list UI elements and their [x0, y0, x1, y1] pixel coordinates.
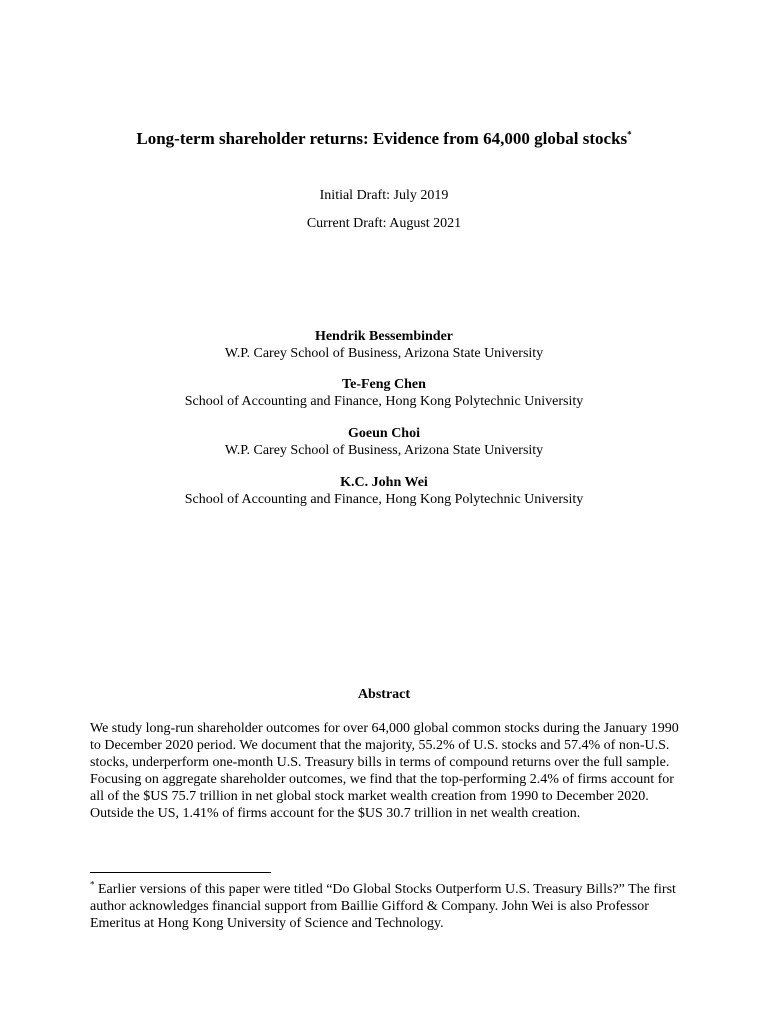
footnote-divider — [90, 872, 271, 873]
author-block — [0, 425, 768, 459]
paper-title-text: Long-term shareholder returns: Evidence from 64,000 global stocks — [136, 129, 628, 148]
author-affiliation: School of Accounting and Finance, Hong Kong Polytechnic University — [184, 492, 584, 507]
paper-title — [0, 128, 768, 150]
abstract-heading: Abstract — [357, 687, 411, 702]
initial-draft-date: Initial Draft: July 2019 — [319, 188, 449, 203]
author-affiliation: W.P. Carey School of Business, Arizona State University — [224, 443, 544, 458]
abstract-body: We study long-run shareholder outcomes for over 64,000 global common stocks during the January 1990 to December 2020 period. We document that the majority, 55.2% of U.S. stocks and 57.4% of non-U.S. stocks, underperform one-month U.S. Treasury bills in terms of compound returns over the full sample. Focusing on aggregate shareholder outcomes, we find that the top-performing 2.4% of firms account for all of the $US 75.7 trillion in net global stock market wealth creation from 1990 to December 2020. Outside the US, 1.41% of firms account for the $US 30.7 trillion in net wealth creation. — [90, 721, 679, 821]
author-name: K.C. John Wei — [340, 475, 428, 490]
author-name: Te-Feng Chen — [342, 377, 426, 392]
current-draft-date: Current Draft: August 2021 — [306, 216, 462, 231]
footnote-text: Earlier versions of this paper were titled “Do Global Stocks Outperform U.S. Treasury Bills?” The first author acknowledges financial support from Baillie Gifford & Company. John Wei is also Professor Emeritus at Hong Kong University of Science and Technology. — [90, 882, 676, 931]
footnote-marker: * — [90, 879, 95, 890]
author-affiliation: W.P. Carey School of Business, Arizona State University — [224, 346, 544, 361]
author-block — [0, 328, 768, 362]
footnote — [90, 881, 690, 932]
author-block — [0, 474, 768, 508]
title-footnote-marker: * — [627, 129, 632, 140]
author-name: Goeun Choi — [348, 426, 420, 441]
author-name: Hendrik Bessembinder — [314, 329, 454, 344]
author-affiliation: School of Accounting and Finance, Hong Kong Polytechnic University — [184, 394, 584, 409]
author-block — [0, 376, 768, 410]
